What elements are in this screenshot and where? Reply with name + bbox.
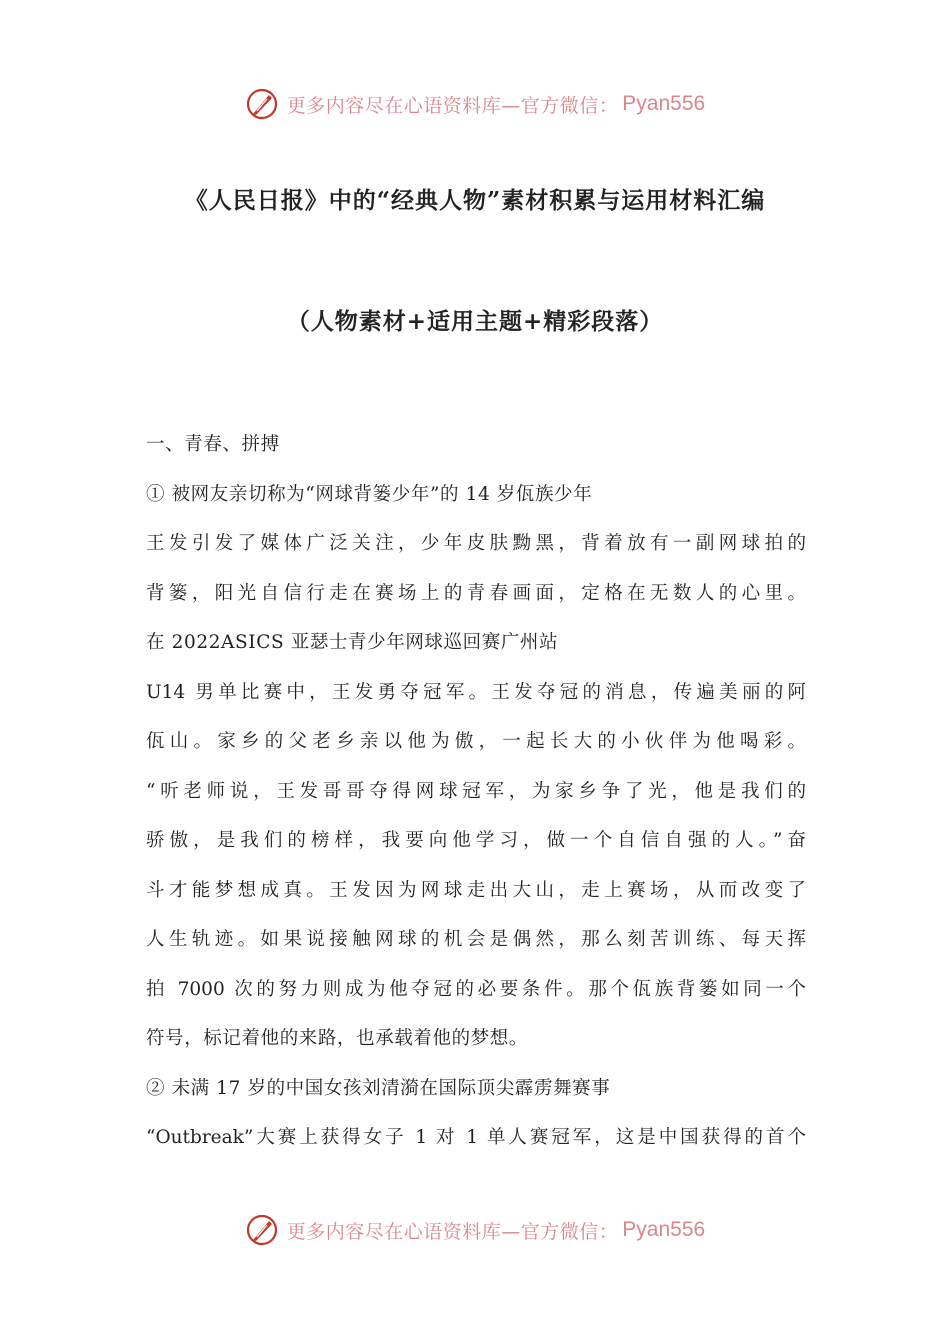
paragraph-line: U14 男单比赛中，王发勇夺冠军。王发夺冠的消息，传遍美丽的阿 [146, 681, 806, 703]
document-subtitle: （人物素材+适用主题+精彩段落） [286, 308, 664, 335]
paragraph-line: 骄傲，是我们的榜样，我要向他学习，做一个自信自强的人。”奋 [146, 830, 806, 851]
watermark-text: 更多内容尽在心语资料库—官方微信： [286, 1220, 619, 1243]
watermark-wechat-id: Pyan556 [622, 92, 706, 115]
paragraph-line: 拍 7000 次的努力则成为他夺冠的必要条件。那个佤族背篓如同一个 [146, 978, 806, 1000]
paragraph-line: 王发引发了媒体广泛关注，少年皮肤黝黑，背着放有一副网球拍的 [146, 533, 806, 554]
paragraph-line: 斗才能梦想成真。王发因为网球走出大山，走上赛场，从而改变了 [146, 879, 806, 901]
quill-pen-logo-icon [245, 1213, 279, 1247]
watermark-text: 更多内容尽在心语资料库—官方微信： [286, 94, 619, 117]
paragraph-line: “听老师说，王发哥哥夺得网球冠军，为家乡争了光，他是我们的 [146, 780, 806, 802]
paragraph-line: 符号，标记着他的来路，也承载着他的梦想。 [146, 1028, 529, 1049]
item-heading: ① 被网友亲切称为“网球背篓少年”的 14 岁佤族少年 [146, 483, 593, 505]
document-title: 《人民日报》中的“经典人物”素材积累与运用材料汇编 [184, 187, 766, 214]
section-heading: 一、青春、拼搏 [146, 434, 280, 455]
document-body [146, 420, 806, 1163]
paragraph-line: “Outbreak”大赛上获得女子 1 对 1 单人赛冠军，这是中国获得的首个 [146, 1127, 806, 1148]
item-heading: ② 未满 17 岁的中国女孩刘清漪在国际顶尖霹雳舞赛事 [146, 1077, 611, 1099]
paragraph-line: 在 2022ASICS 亚瑟士青少年网球巡回赛广州站 [146, 632, 559, 653]
footer-watermark [0, 1210, 950, 1250]
paragraph-line: 背篓，阳光自信行走在赛场上的青春画面，定格在无数人的心里。 [146, 582, 806, 604]
paragraph-line: 人生轨迹。如果说接触网球的机会是偶然，那么刻苦训练、每天挥 [146, 929, 806, 950]
quill-pen-logo-icon [245, 87, 279, 121]
paragraph-line: 佤山。家乡的父老乡亲以他为傲，一起长大的小伙伴为他喝彩。 [146, 731, 806, 752]
header-watermark [0, 84, 950, 124]
watermark-wechat-id: Pyan556 [622, 1218, 706, 1241]
